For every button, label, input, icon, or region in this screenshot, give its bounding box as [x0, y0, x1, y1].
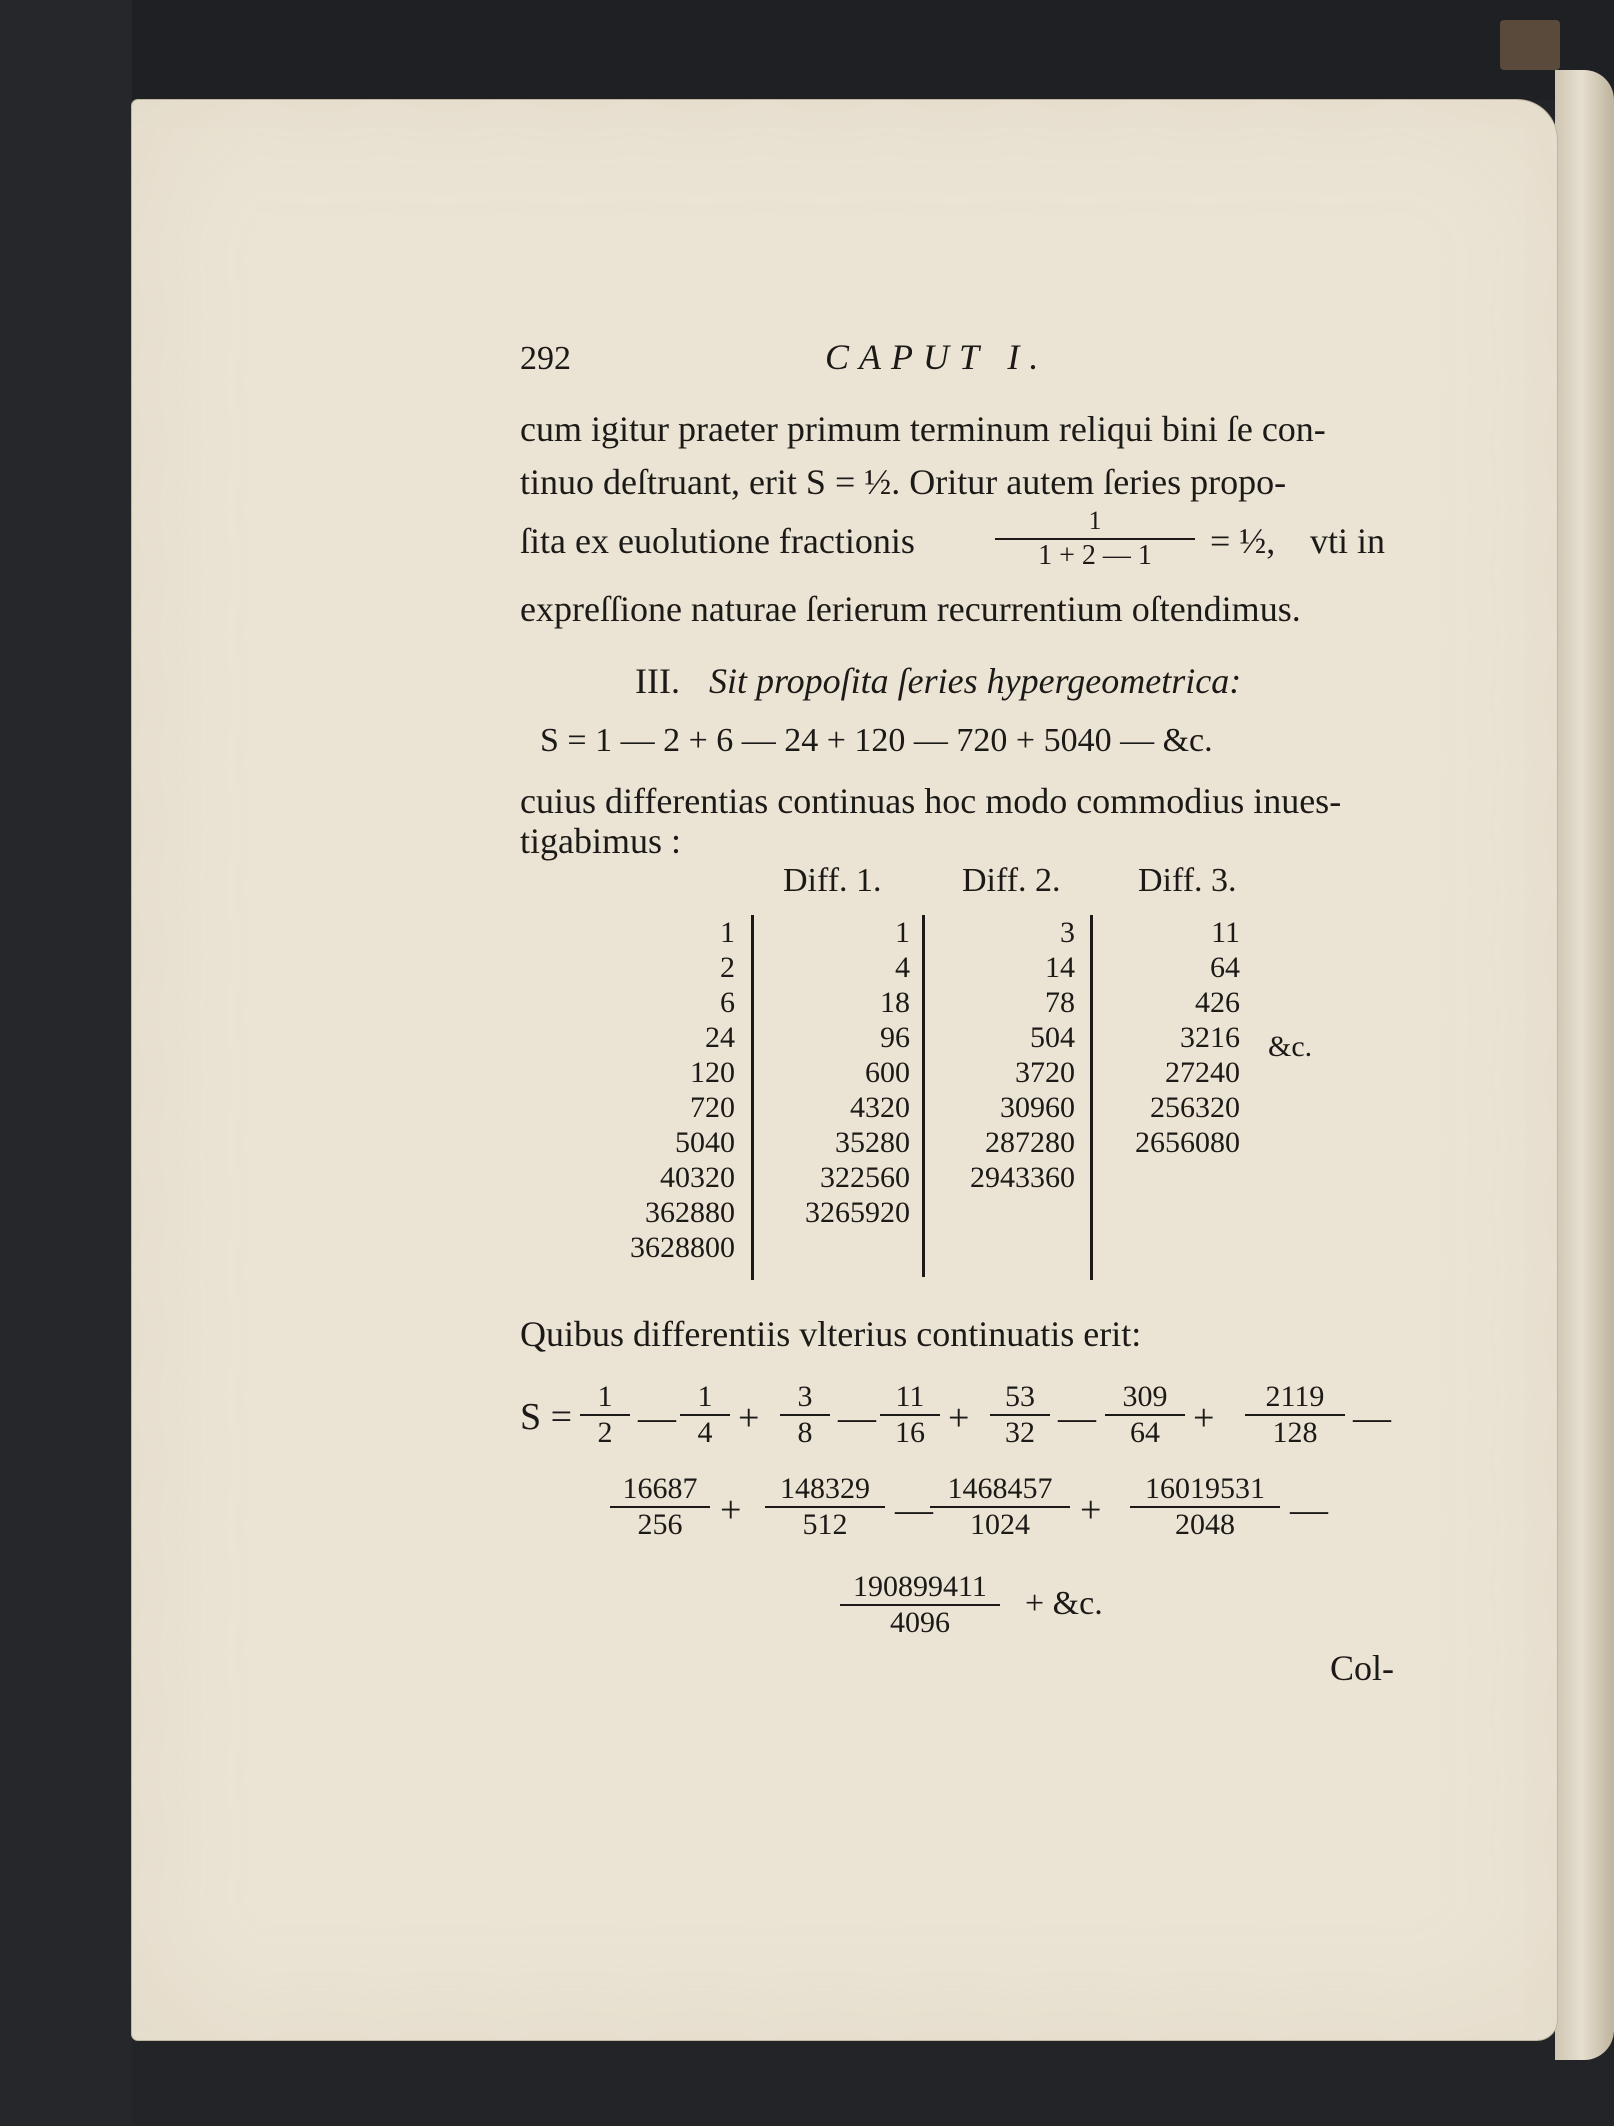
- fraction-numerator: 1: [680, 1380, 730, 1416]
- fraction-numerator: 309: [1105, 1380, 1185, 1416]
- diff2-value: 78: [1045, 986, 1075, 1019]
- operator: —: [638, 1397, 676, 1439]
- fraction-denominator: 2: [597, 1416, 613, 1449]
- fraction-denominator: 4: [697, 1416, 713, 1449]
- page-curl: [1555, 70, 1614, 2060]
- diff2-value: 2943360: [970, 1161, 1075, 1194]
- fraction-denominator: 1 + 2 — 1: [1038, 540, 1152, 571]
- series-fraction: [610, 1472, 710, 1542]
- diff2-column: [935, 915, 1075, 1195]
- diff1-value: 96: [880, 1021, 910, 1054]
- fraction-denominator: 2048: [1175, 1508, 1235, 1541]
- series-fraction: [765, 1472, 885, 1542]
- term-value: 120: [690, 1056, 735, 1089]
- catchword: Col-: [1330, 1648, 1395, 1688]
- fraction: [995, 506, 1195, 572]
- fraction-numerator: 190899411: [840, 1570, 1000, 1606]
- term-value: 3628800: [630, 1231, 735, 1264]
- series-formula: S = 1 — 2 + 6 — 24 + 120 — 720 + 5040 — &c.: [540, 722, 1213, 759]
- diff1-value: 4: [895, 951, 910, 984]
- fraction-numerator: 11: [880, 1380, 940, 1416]
- operator: +: [1193, 1397, 1215, 1439]
- diff2-value: 30960: [1000, 1091, 1075, 1124]
- fraction-numerator: 53: [990, 1380, 1050, 1416]
- fraction-numerator: 148329: [765, 1472, 885, 1508]
- text-line-7: cuius differentias continuas hoc modo commodius inues-: [520, 781, 1342, 821]
- term-value: 40320: [660, 1161, 735, 1194]
- term-value: 2: [720, 951, 735, 984]
- diff3-column: [1100, 915, 1240, 1160]
- diff1-value: 4320: [850, 1091, 910, 1124]
- text-line-1: cum igitur praeter primum terminum reliqui bini ſe con-: [520, 409, 1326, 449]
- term-value: 5040: [675, 1126, 735, 1159]
- terms-column: [560, 915, 735, 1265]
- term-value: 1: [720, 916, 735, 949]
- fraction-denominator: 8: [797, 1416, 813, 1449]
- fraction-numerator: 16687: [610, 1472, 710, 1508]
- diff1-value: 1: [895, 916, 910, 949]
- series-etc: + &c.: [1025, 1585, 1103, 1622]
- fraction-numerator: 2119: [1245, 1380, 1345, 1416]
- operator: —: [1058, 1397, 1096, 1439]
- series-fraction: [680, 1380, 730, 1450]
- section-number: III.: [635, 661, 680, 701]
- diff3-value: 2656080: [1135, 1126, 1240, 1159]
- diff1-value: 35280: [835, 1126, 910, 1159]
- fraction-denominator: 32: [1005, 1416, 1035, 1449]
- series-fraction: [840, 1570, 1000, 1640]
- series-fraction: [930, 1472, 1070, 1542]
- term-value: 24: [705, 1021, 735, 1054]
- series-fraction: [780, 1380, 830, 1450]
- operator: +: [720, 1489, 742, 1531]
- diff2-value: 14: [1045, 951, 1075, 984]
- diff3-value: 11: [1211, 916, 1240, 949]
- diff2-value: 504: [1030, 1021, 1075, 1054]
- diff1-value: 600: [865, 1056, 910, 1089]
- fraction-denominator: 16: [895, 1416, 925, 1449]
- text-line-3-tail: vti in: [1310, 521, 1386, 561]
- diff3-value: 3216: [1180, 1021, 1240, 1054]
- fraction-denominator: 64: [1130, 1416, 1160, 1449]
- section-heading: [635, 660, 1241, 702]
- text-line-3: ſita ex euolutione fractionis: [520, 521, 915, 561]
- series-fraction: [880, 1380, 940, 1450]
- diff-header-1: Diff. 1.: [783, 862, 882, 899]
- diff3-value: 27240: [1165, 1056, 1240, 1089]
- text-line-8: tigabimus :: [520, 821, 681, 861]
- table-etc: &c.: [1268, 1030, 1313, 1063]
- diff3-value: 256320: [1150, 1091, 1240, 1124]
- series-fraction: [1105, 1380, 1185, 1450]
- running-head: [520, 337, 1420, 390]
- book-spine: [1500, 20, 1560, 70]
- fraction-denominator: 512: [802, 1508, 848, 1541]
- conclusion-intro: Quibus differentiis vlterius continuatis erit:: [520, 1314, 1142, 1354]
- diff3-value: 64: [1210, 951, 1240, 984]
- fraction-equals: = ½,: [1210, 521, 1276, 561]
- fraction-denominator: 1024: [970, 1508, 1030, 1541]
- diff1-value: 3265920: [805, 1196, 910, 1229]
- diff2-value: 3720: [1015, 1056, 1075, 1089]
- series-fraction: [990, 1380, 1050, 1450]
- chapter-title: CAPUT I.: [825, 337, 1049, 377]
- table-rule: [1090, 915, 1093, 1280]
- fraction-numerator: 3: [780, 1380, 830, 1416]
- fraction-numerator: 1: [580, 1380, 630, 1416]
- term-value: 362880: [645, 1196, 735, 1229]
- operator: —: [838, 1397, 876, 1439]
- s-label: S =: [520, 1396, 573, 1438]
- fraction-numerator: 16019531: [1130, 1472, 1280, 1508]
- operator: —: [895, 1489, 933, 1531]
- diff-header-3: Diff. 3.: [1138, 862, 1237, 899]
- fraction-numerator: 1: [995, 506, 1195, 540]
- text-line-4: expreſſione naturae ſerierum recurrentium oſtendimus.: [520, 589, 1301, 629]
- series-fraction: [580, 1380, 630, 1450]
- scan-border: [0, 0, 132, 2126]
- series-fraction: [1130, 1472, 1280, 1542]
- term-value: 6: [720, 986, 735, 1019]
- diff1-column: [760, 915, 910, 1230]
- diff-header-2: Diff. 2.: [962, 862, 1061, 899]
- fraction-denominator: 256: [637, 1508, 683, 1541]
- operator: +: [948, 1397, 970, 1439]
- diff3-value: 426: [1195, 986, 1240, 1019]
- operator: +: [738, 1397, 760, 1439]
- fraction-denominator: 4096: [890, 1606, 950, 1639]
- text-line-2: tinuo deſtruant, erit S = ½. Oritur autem ſeries propo-: [520, 462, 1287, 502]
- section-title: Sit propoſita ſeries hypergeometrica:: [708, 661, 1242, 701]
- operator: —: [1290, 1489, 1328, 1531]
- table-rule: [922, 915, 925, 1277]
- diff2-value: 3: [1060, 916, 1075, 949]
- scan-background: [0, 0, 1614, 100]
- fraction-numerator: 1468457: [930, 1472, 1070, 1508]
- diff1-value: 18: [880, 986, 910, 1019]
- operator: +: [1080, 1489, 1102, 1531]
- operator: —: [1353, 1397, 1391, 1439]
- page-number: 292: [520, 340, 571, 377]
- diff2-value: 287280: [985, 1126, 1075, 1159]
- diff1-value: 322560: [820, 1161, 910, 1194]
- table-rule: [751, 915, 754, 1280]
- fraction-line: [520, 506, 1410, 586]
- series-fraction: [1245, 1380, 1345, 1450]
- term-value: 720: [690, 1091, 735, 1124]
- fraction-denominator: 128: [1272, 1416, 1318, 1449]
